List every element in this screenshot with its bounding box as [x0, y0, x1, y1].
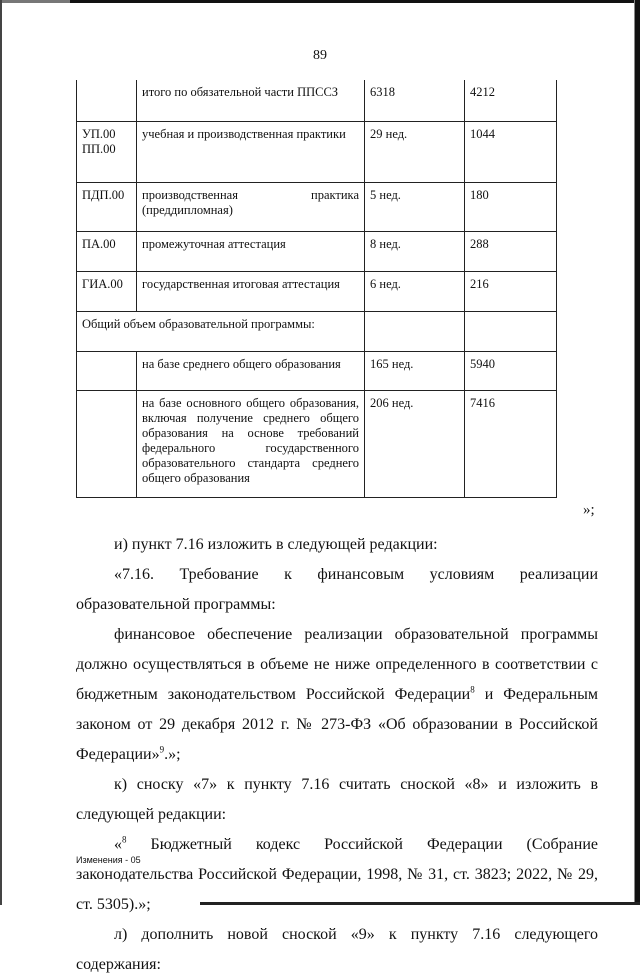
closing-quote-mark: »; — [583, 502, 595, 518]
table-row — [77, 231, 557, 271]
cell-duration: 6 нед. — [365, 271, 465, 311]
cell-code — [77, 390, 137, 497]
cell-hours: 180 — [465, 182, 557, 231]
quote-open: « — [114, 836, 122, 853]
cell-hours: 4212 — [465, 80, 557, 121]
cell-code: УП.00 ПП.00 — [77, 121, 137, 182]
paragraph-financing — [76, 620, 598, 770]
paragraph-7-16-heading: «7.16. Требование к финансовым условиям реализации образовательной программы: — [76, 566, 598, 613]
scan-edge-right-inner — [634, 0, 635, 905]
financing-text-3: .»; — [164, 746, 181, 763]
paragraph-i: и) пункт 7.16 изложить в следующей редакции: — [114, 536, 438, 553]
page-number: 89 — [313, 48, 327, 63]
cell-name: на базе основного общего образования, включая получение среднего общего образования на основе требований федерального государственного образовательного стандарта среднего общего образования — [137, 390, 365, 497]
table-row — [77, 182, 557, 231]
cell-name: государственная итоговая аттестация — [137, 271, 365, 311]
footer-revision-note: Изменения - 05 — [76, 855, 141, 865]
cell-duration: 206 нед. — [365, 390, 465, 497]
footnote-mark-8: 8 — [122, 834, 127, 845]
scan-edge-right — [635, 0, 640, 905]
cell-hours: 7416 — [465, 390, 557, 497]
cell-hours — [465, 311, 557, 351]
paragraph-k: к) сноску «7» к пункту 7.16 считать сноской «8» и изложить в следующей редакции: — [76, 776, 598, 823]
cell-duration: 29 нед. — [365, 121, 465, 182]
cell-hours: 5940 — [465, 351, 557, 390]
cell-hours: 288 — [465, 231, 557, 271]
cell-duration: 8 нед. — [365, 231, 465, 271]
cell-duration — [365, 311, 465, 351]
cell-code: ГИА.00 — [77, 271, 137, 311]
cell-total-label: Общий объем образовательной программы: — [77, 311, 365, 351]
cell-hours: 1044 — [465, 121, 557, 182]
table-row — [77, 390, 557, 497]
amendment-text — [76, 530, 598, 980]
paragraph-l: л) дополнить новой сноской «9» к пункту 7.16 следующего содержания: — [76, 926, 598, 973]
scan-edge-left — [0, 0, 2, 905]
cell-duration: 5 нед. — [365, 182, 465, 231]
table-row — [77, 351, 557, 390]
financing-text-1: финансовое обеспечение реализации образовательной программы должно осуществляться в объеме не ниже определенного в соответствии с бюджетным законодательством Российской Федерации — [76, 626, 598, 703]
cell-code — [77, 80, 137, 121]
cell-code: ПДП.00 — [77, 182, 137, 231]
footnote-ref-8: 8 — [470, 684, 475, 695]
scan-edge-top-light — [0, 0, 70, 3]
cell-code — [77, 351, 137, 390]
scan-edge-top — [0, 0, 640, 3]
table-row — [77, 271, 557, 311]
cell-name: учебная и производственная практики — [137, 121, 365, 182]
cell-name: промежуточная аттестация — [137, 231, 365, 271]
cell-hours: 216 — [465, 271, 557, 311]
cell-name: на базе среднего общего образования — [137, 351, 365, 390]
footnote-ref-9: 9 — [159, 744, 165, 755]
paragraph-footnote-8 — [76, 830, 598, 920]
cell-duration: 6318 — [365, 80, 465, 121]
table-row — [77, 121, 557, 182]
curriculum-table — [76, 80, 557, 498]
financing-text-2: и Федеральным законом от 29 декабря 2012 г. № 273-ФЗ «Об образовании в Российской Федерации» — [76, 686, 599, 763]
table-row — [77, 80, 557, 121]
cell-name: производственная практика (преддипломная) — [137, 182, 365, 231]
cell-name: итого по обязательной части ППССЗ — [137, 80, 365, 121]
footnote-8-text: Бюджетный кодекс Российской Федерации (Собрание законодательства Российской Федерации, 1998, № 31, ст. 3823; 2022, № 29, ст. 5305).»; — [76, 836, 598, 913]
cell-duration: 165 нед. — [365, 351, 465, 390]
table-row-total-header — [77, 311, 557, 351]
cell-code: ПА.00 — [77, 231, 137, 271]
